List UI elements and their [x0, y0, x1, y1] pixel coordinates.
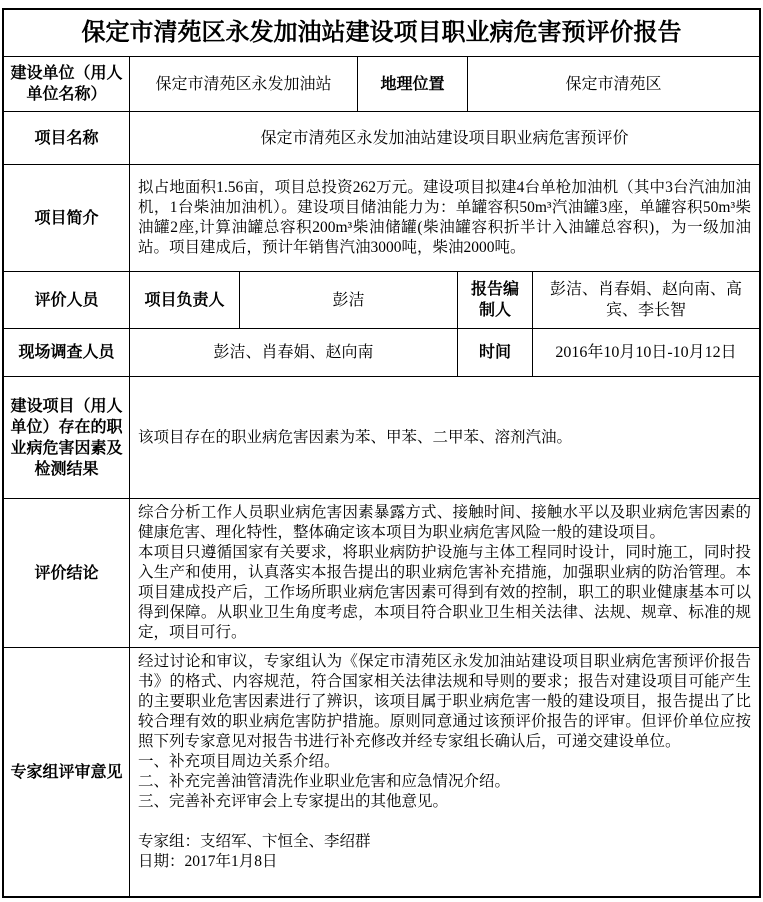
- expert-group-line: 专家组：支绍军、卞恒全、李绍群: [138, 833, 371, 850]
- title-row: [4, 10, 759, 56]
- conclusion-label: 评价结论: [34, 564, 99, 582]
- report-compilers-label: 报告编制人: [457, 272, 532, 328]
- conclusion-value: [129, 499, 759, 647]
- project-brief-label: 项目简介: [34, 209, 99, 227]
- report-table: [2, 8, 761, 898]
- project-leader-label: 项目负责人: [129, 272, 239, 328]
- row-hazard-factors: [4, 376, 759, 498]
- expert-review-value: [129, 648, 759, 896]
- site-survey-value: 彭洁、肖春娟、赵向南: [129, 329, 457, 376]
- row-project-brief: [4, 164, 759, 271]
- location-value: 保定市清苑区: [467, 57, 759, 111]
- expert-review-item-1: 一、补充项目周边关系介绍。: [138, 753, 340, 770]
- project-brief-value: [129, 165, 759, 271]
- row-conclusion: [4, 498, 759, 647]
- hazard-factors-paragraph: 该项目存在的职业病危害因素为苯、甲苯、二甲苯、溶剂汽油。: [138, 428, 573, 446]
- project-name-value: 保定市清苑区永发加油站建设项目职业病危害预评价: [129, 112, 759, 164]
- project-leader-value: 彭洁: [239, 272, 457, 328]
- expert-review-item-2: 二、补充完善油管清洗作业职业危害和应急情况介绍。: [138, 773, 511, 790]
- site-survey-label: 现场调查人员: [18, 344, 115, 361]
- hazard-factors-label: 建设项目（用人单位）存在的职业病危害因素及检测结果: [10, 397, 123, 478]
- hazard-factors-value: [129, 377, 759, 498]
- time-value: 2016年10月10日-10月12日: [532, 329, 759, 376]
- conclusion-paragraph-2: 本项目只遵循国家有关要求，将职业病防护设施与主体工程同时设计，同时施工，同时投入生产和使用，认真落实本报告提出的职业病危害补充措施，加强职业病的防治管理。本项目建成投产后，工作场所职业病危害因素可得到有效的控制，职工的职业健康基本可以得到保障。从职业卫生角度考虑，本项目符合职业卫生相关法律、法规、规章、标准的规定，项目可行。: [138, 544, 751, 641]
- conclusion-paragraph-1: 综合分析工作人员职业病危害因素暴露方式、接触时间、接触水平以及职业病危害因素的健康危害、理化特性，整体确定该本项目为职业病危害风险一般的建设项目。: [138, 504, 751, 541]
- evaluators-label: 评价人员: [34, 291, 99, 309]
- expert-review-label: 专家组评审意见: [10, 763, 123, 781]
- report-compilers-value: 彭洁、肖春娟、赵向南、高宾、李长智: [532, 272, 759, 328]
- project-name-label: 项目名称: [34, 129, 99, 147]
- row-construction-unit: [4, 56, 759, 111]
- project-brief-paragraph: 拟占地面积1.56亩，项目总投资262万元。建设项目拟建4台单枪加油机（其中3台汽油加油机，1台柴油加油机）。建设项目储油能力为：单罐容积50m³汽油罐3座，单罐容积50m³柴油罐2座,计算油罐总容积200m³柴油储罐(柴油罐容积折半计入油罐总容积)，为一级加油站。项目建成后，预计年销售汽油3000吨，柴油2000吨。: [138, 179, 751, 256]
- construction-unit-label: 建设单位（用人单位名称）: [10, 65, 123, 103]
- expert-review-item-3: 三、完善补充评审会上专家提出的其他意见。: [138, 793, 449, 810]
- expert-review-paragraph: 经过讨论和审议，专家组认为《保定市清苑区永发加油站建设项目职业病危害预评价报告书》的格式、内容规范，符合国家相关法律法规和导则的要求；报告对建设项目可能产生的主要职业危害因素进行了辨识，该项目属于职业病危害一般的建设项目，报告提出了比较合理有效的职业病危害防护措施。原则同意通过该预评价报告的评审。但评价单位应按照下列专家意见对报告书进行补充修改并经专家组长确认后，可递交建设单位。: [138, 653, 751, 750]
- row-evaluators: [4, 271, 759, 328]
- page-title: 保定市清苑区永发加油站建设项目职业病危害预评价报告: [81, 20, 682, 46]
- time-label: 时间: [457, 329, 532, 376]
- row-expert-review: [4, 647, 759, 896]
- location-label: 地理位置: [357, 57, 467, 111]
- row-site-survey: [4, 328, 759, 376]
- row-project-name: [4, 111, 759, 164]
- review-date-line: 日期：2017年1月8日: [138, 853, 278, 870]
- construction-unit-value: 保定市清苑区永发加油站: [129, 57, 357, 111]
